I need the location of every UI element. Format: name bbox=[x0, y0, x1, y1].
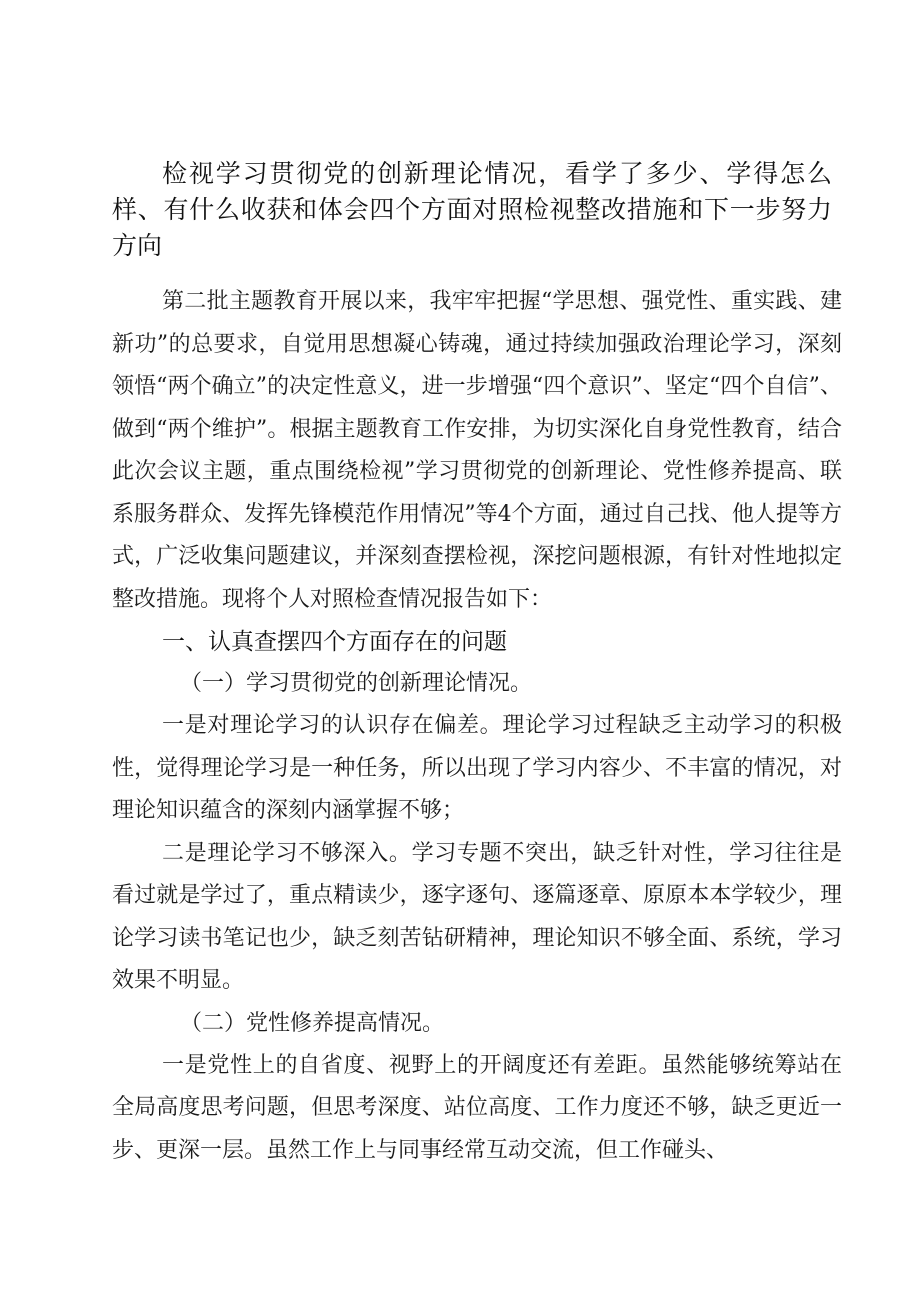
document-title: 检视学习贯彻党的创新理论情况，看学了多少、学得怎么样、有什么收获和体会四个方面对照检视整改措施和下一步努力方向 bbox=[112, 159, 832, 260]
subsection-heading-1: （一）学习贯彻党的创新理论情况。 bbox=[180, 671, 533, 696]
intro-paragraph: 第二批主题教育开展以来，我牢牢把握“学思想、强党性、重实践、建新功”的总要求，自觉用思想凝心铸魂，通过持续加强政治理论学习，深刻领悟“两个确立”的决定性意义，进一步增强“四个意识”、坚定“四个自信”、做到“两个维护”。根据主题教育工作安排，为切实深化自身党性教育，结合此次会议主题，重点围绕检视”学习贯彻党的创新理论、党性修养提高、联系服务群众、发挥先锋模范作用情况”等4个方面，通过自己找、他人提等方式，广泛收集问题建议，并深刻查摆检视，深挖问题根源，有针对性地拟定整改措施。现将个人对照检查情况报告如下： bbox=[112, 289, 842, 612]
paragraph-theory-1: 一是对理论学习的认识存在偏差。理论学习过程缺乏主动学习的积极性，觉得理论学习是一种任务，所以出现了学习内容少、不丰富的情况，对理论知识蕴含的深刻内涵掌握不够； bbox=[112, 713, 842, 823]
paragraph-theory-2: 二是理论学习不够深入。学习专题不突出，缺乏针对性，学习往往是看过就是学过了，重点精读少，逐字逐句、逐篇逐章、原原本本学较少，理论学习读书笔记也少，缺乏刻苦钻研精神，理论知识不够全面、系统，学习效果不明显。 bbox=[112, 840, 842, 993]
paragraph-party-1: 一是党性上的自省度、视野上的开阔度还有差距。虽然能够统筹站在全局高度思考问题，但思考深度、站位高度、工作力度还不够，缺乏更近一步、更深一层。虽然工作上与同事经常互动交流，但工作碰头、 bbox=[112, 1052, 842, 1163]
document-body bbox=[112, 281, 842, 1172]
subsection-heading-2: （二）党性修养提高情况。 bbox=[180, 1010, 445, 1036]
section-heading-1: 一、认真查摆四个方面存在的问题 bbox=[162, 629, 507, 655]
